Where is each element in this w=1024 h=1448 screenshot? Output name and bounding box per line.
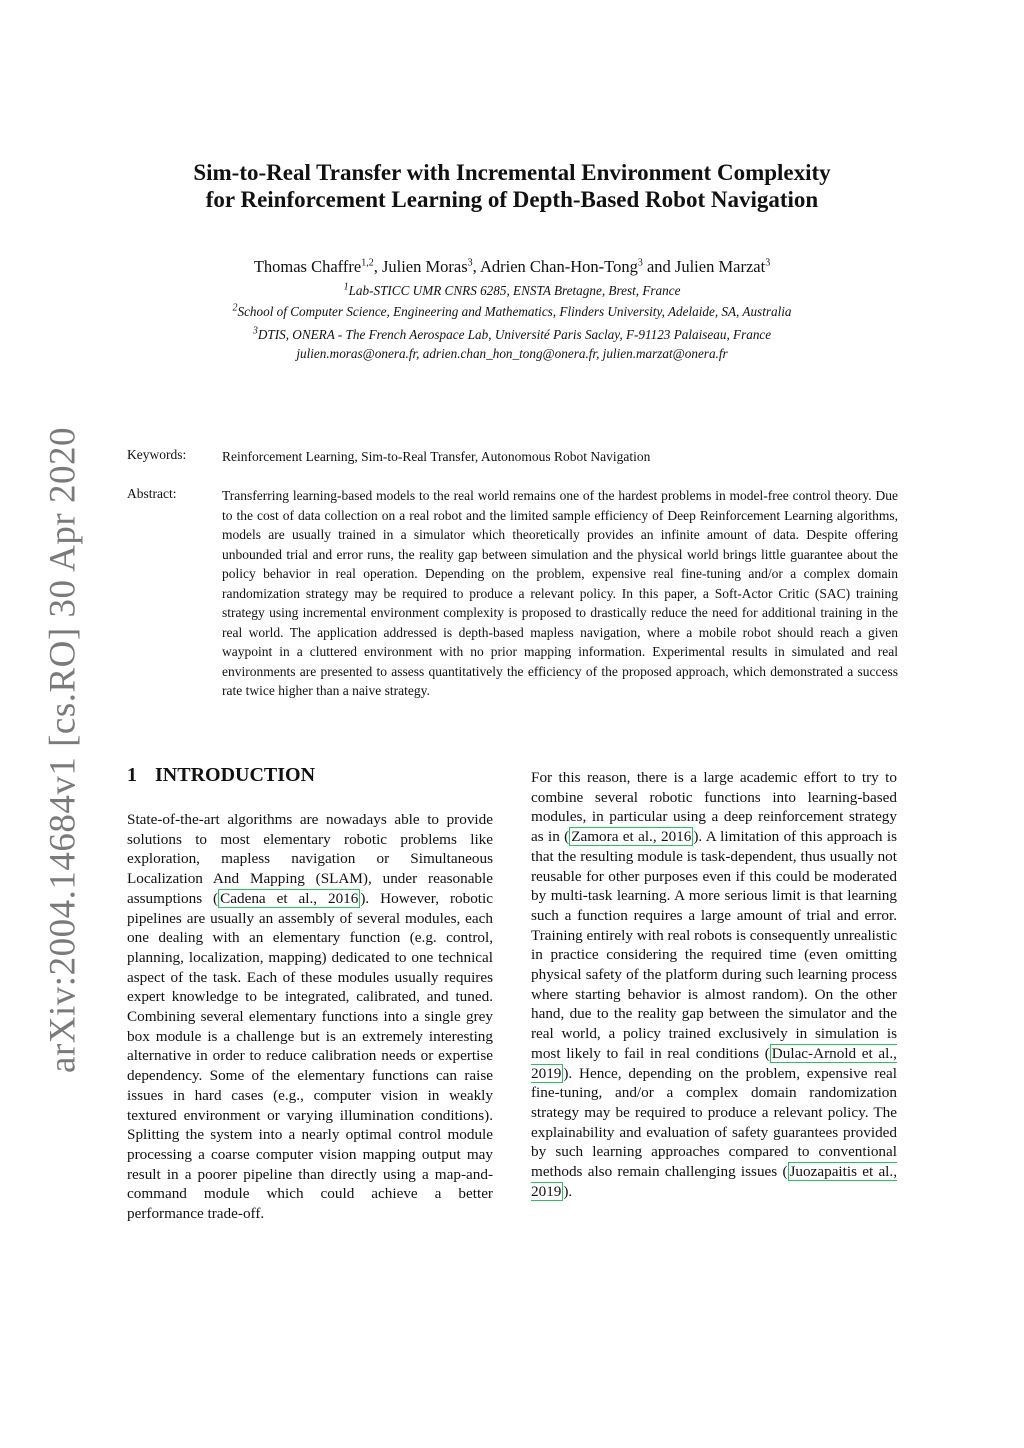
paper-title-line-2: for Reinforcement Learning of Depth-Based Robot Navigation xyxy=(205,187,819,212)
citation-link[interactable]: Cadena et al., 2016 xyxy=(220,889,359,907)
author-affiliation-mark: 3 xyxy=(637,257,643,269)
citation-link[interactable]: Zamora et al., 2016 xyxy=(571,828,692,846)
author-list xyxy=(112,257,912,277)
section-title: INTRODUCTION xyxy=(155,764,316,786)
body-column-right: For this reason, there is a large academic effort to try to combine several robotic functions into learning-based modules, in particular using a deep reinforcement strategy as in ( Zamora et al., 2016 ). A limitation of this approach is that the resulting module is task-dependent, thus usually not reusable for other purposes even if this could be moderated by multi-task learning. A more serious limit is that learning such a function requires a large amount of trial and error. Training entirely with real robots is consequently unrealistic in practice considering the required time (even omitting physical safety of the platform during such learning process where starting behavior is almost random). On the other hand, due to the reality gap between the simulator and the real world, a policy trained exclusively in simulation is most likely to fail in real conditions ( Dulac-Arnold et al., 2019 ). Hence, depending on the problem, expensive real fine-tuning, and/or a complex domain randomization strategy may be required to produce a relevant policy. The explainability and evaluation of safety guarantees provided by such learning approaches compared to conventional methods also remain challenging issues ( Juozapaitis et al., 2019 ). xyxy=(531,769,898,1200)
arxiv-identifier: arXiv:2004.14684v1 [cs.RO] 30 Apr 2020 xyxy=(42,427,84,1073)
author-name: , Julien Moras xyxy=(373,257,468,276)
affiliation-3: $^3$DTIS, ONERA - The French Aerospace Lab, Université Paris Saclay, F-91123 Palaiseau, France xyxy=(252,325,772,342)
abstract-text: Transferring learning-based models to the real world remains one of the hardest problems in model-free control theory. Due to the cost of data collection on a real robot and the limited sample efficiency of Deep Reinforcement Learning algorithms, models are usually trained in a simulator which theoretically provides an infinite amount of data. Despite offering unbounded trial and error runs, the reality gap between simulation and the physical world brings little guarantee about the policy behavior in real operation. Depending on the problem, expensive real fine-tuning and/or a complex domain randomization strategy may be required to produce a relevant policy. In this paper, a Soft-Actor Critic (SAC) training strategy using incremental environment complexity is proposed to drastically reduce the need for additional training in the real world. The application addressed is depth-based mapless navigation, where a mobile robot should reach a given waypoint in a cluttered environment with no prior mapping information. Experimental results in simulated and real environments are presented to assess quantitatively the efficiency of the proposed approach, which demonstrated a success rate twice higher than a naive strategy. xyxy=(222,488,898,698)
author-affiliation-mark: 3 xyxy=(765,257,771,269)
section-heading-introduction xyxy=(127,764,315,787)
keywords-label: Keywords: xyxy=(127,447,187,462)
citation-link[interactable]: Dulac-Arnold et al., 2019 xyxy=(531,1044,897,1082)
paper-title-line-1: Sim-to-Real Transfer with Incremental Environment Complexity xyxy=(193,160,831,185)
body-column-left: State-of-the-art algorithms are nowadays able to provide solutions to most elementary robotic problems like exploration, mapless navigation or Simultaneous Localization And Mapping (SLAM), under reasonable assumptions ( Cadena et al., 2016 ). However, robotic pipelines are usually an assembly of several modules, each one dealing with an elementary function (e.g. control, planning, localization, mapping) dedicated to one technical aspect of the task. Each of these modules usually requires expert knowledge to be integrated, calibrated, and tuned. Combining several elementary functions into a single grey box module is a challenge but is an extremely interesting alternative in order to reduce calibration needs or expertise dependency. Some of the elementary functions can raise issues in hard cases (e.g., computer vision in weakly textured environment or varying illumination conditions). Splitting the system into a nearly optimal control module processing a coarse computer vision mapping output may result in a poorer pipeline than directly using a map-and-command module which could achieve a better performance trade-off. xyxy=(127,811,493,1223)
citation-link[interactable]: Juozapaitis et al., 2019 xyxy=(531,1163,898,1200)
author-emails: julien.moras@onera.fr, adrien.chan_hon_tong@onera.fr, julien.marzat@onera.fr xyxy=(296,346,728,361)
keywords-text: Reinforcement Learning, Sim-to-Real Transfer, Autonomous Robot Navigation xyxy=(222,449,651,464)
affiliation-2: $^2$School of Computer Science, Engineering and Mathematics, Flinders University, Adelaide, SA, Australia xyxy=(232,302,792,319)
author-affiliation-mark: 1,2 xyxy=(361,257,374,269)
abstract-label: Abstract: xyxy=(127,486,177,501)
author-name: Thomas Chaffre xyxy=(253,257,362,276)
author-affiliation-mark: 3 xyxy=(467,257,473,269)
author-name: , Adrien Chan-Hon-Tong xyxy=(472,257,638,276)
affiliation-1: $^1$Lab-STICC UMR CNRS 6285, ENSTA Bretagne, Brest, France xyxy=(343,281,681,298)
author-name: and Julien Marzat xyxy=(642,257,766,276)
section-number: 1 xyxy=(127,764,137,786)
